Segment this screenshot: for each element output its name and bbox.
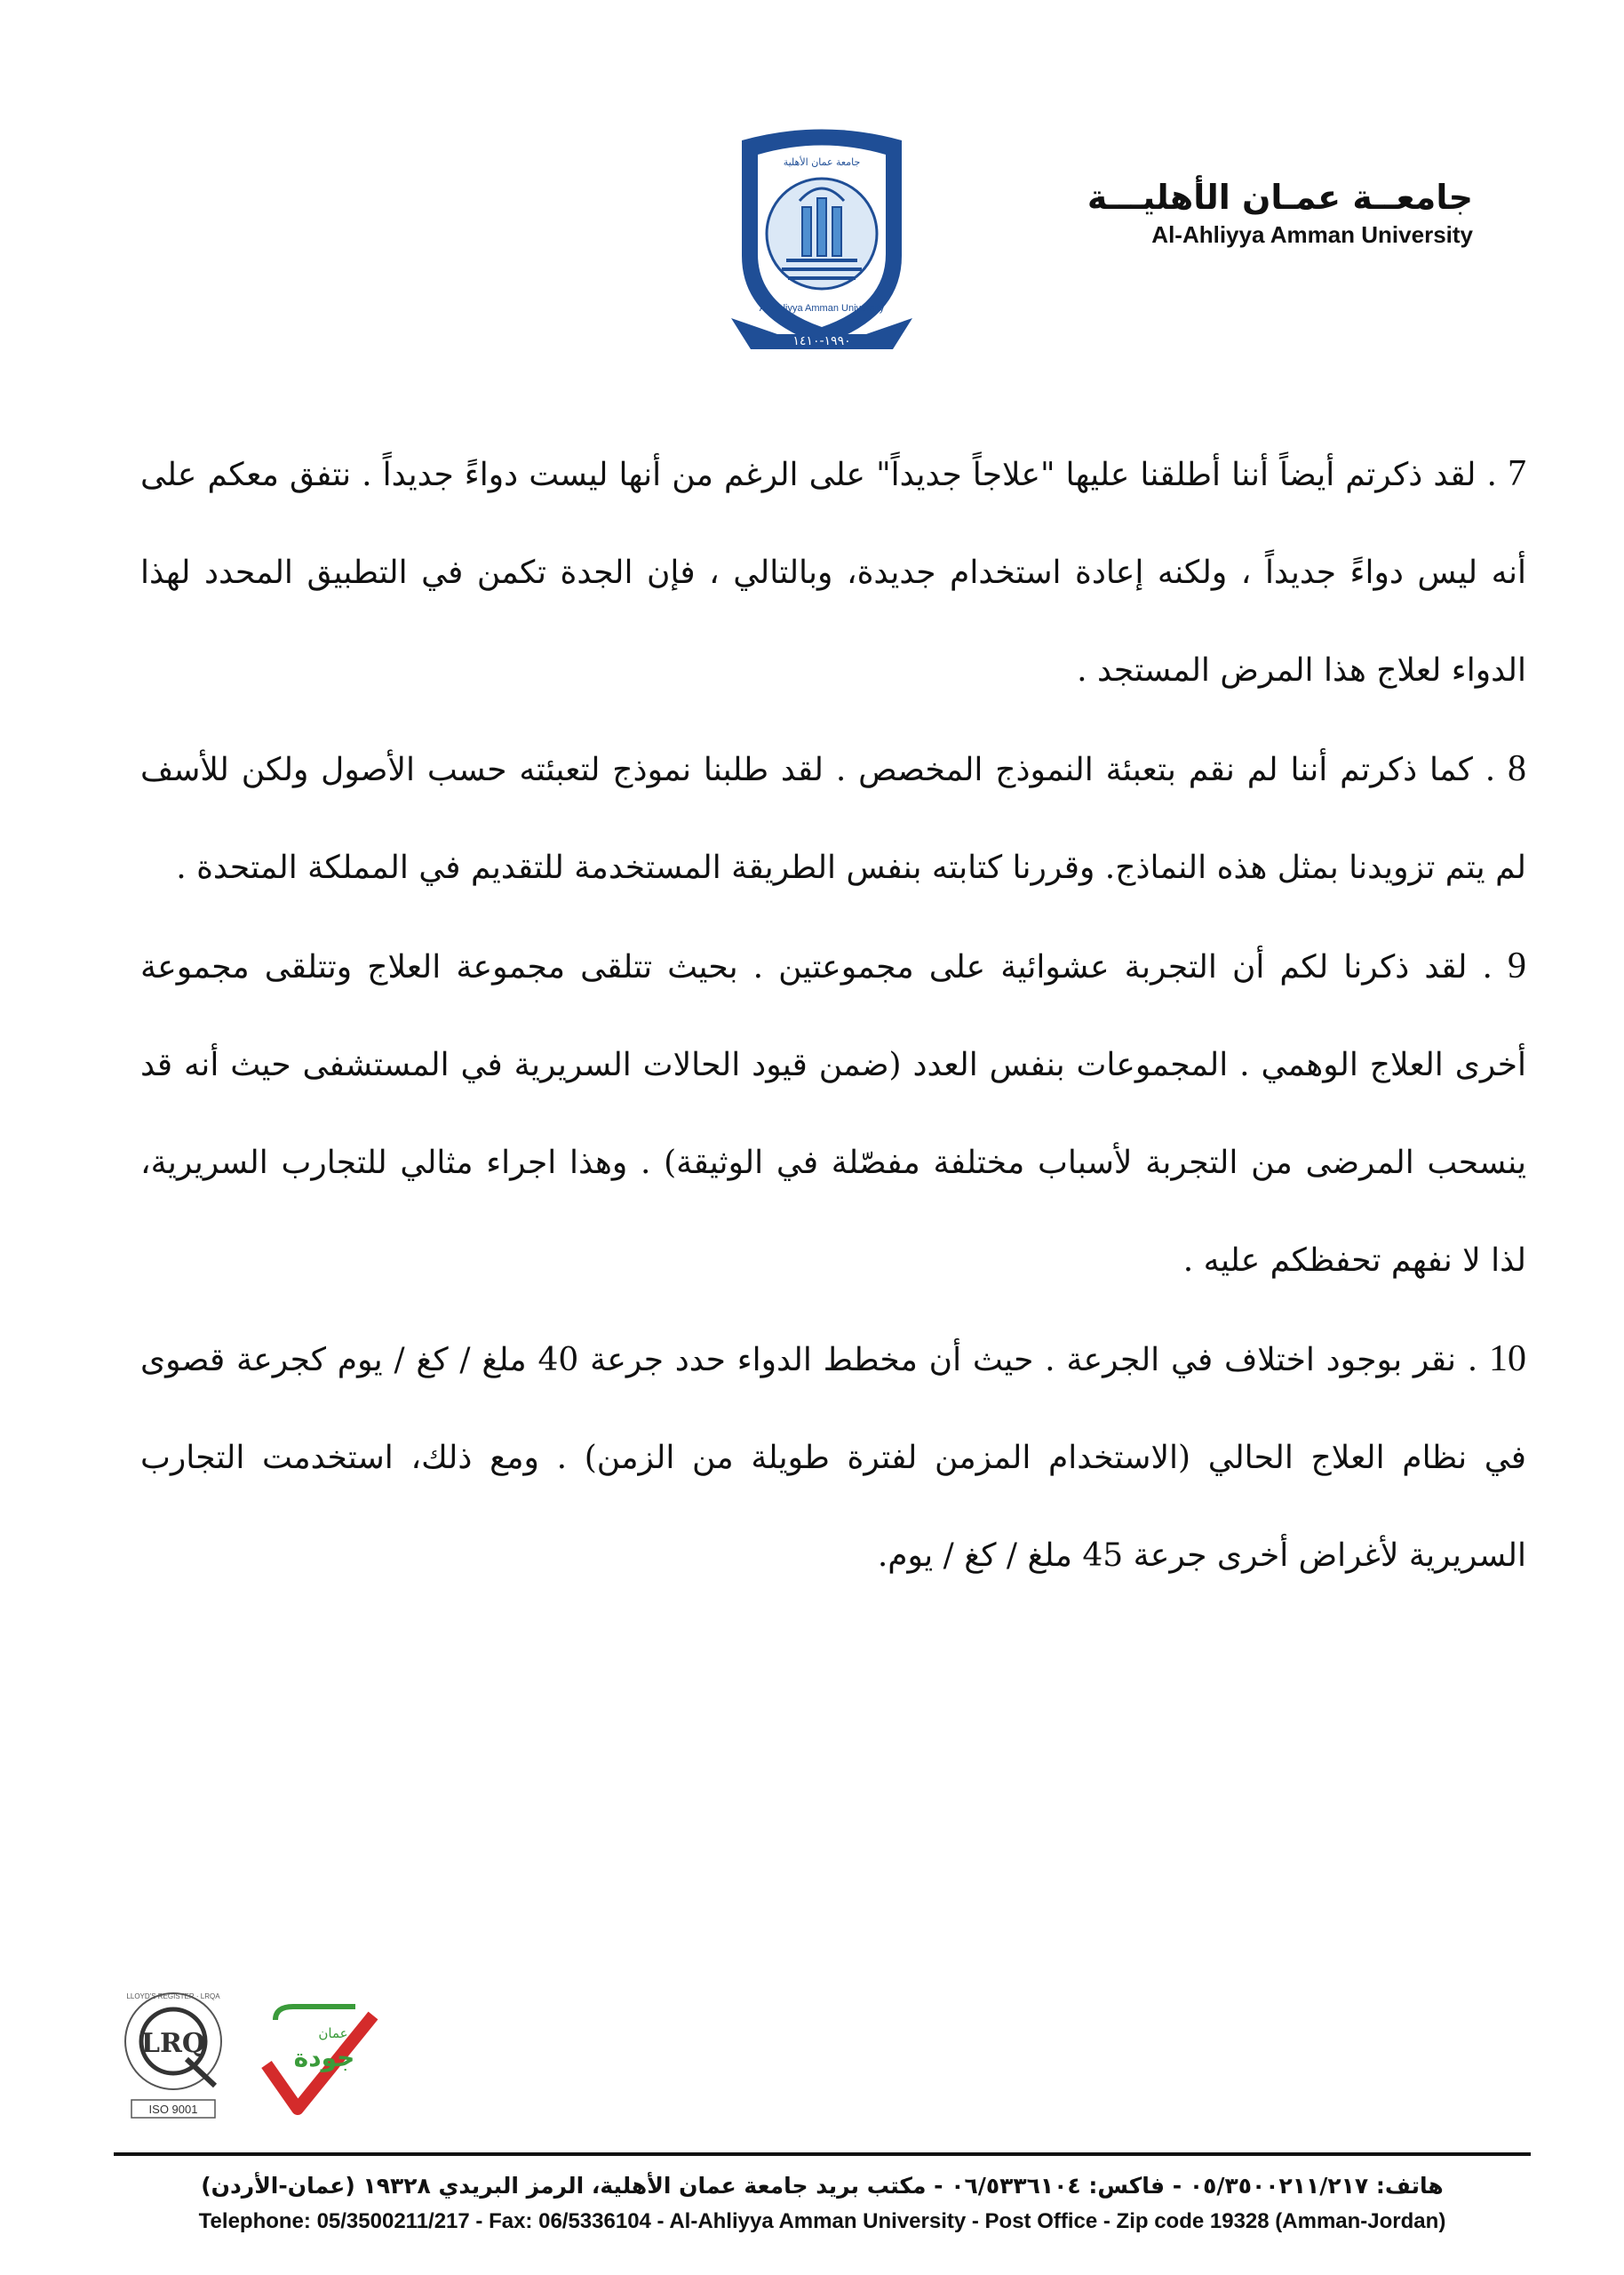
crest-english-ring: Al-Ahliyya Amman University [759,303,885,314]
iso-letters: LRQ [140,2028,206,2059]
paragraph-number: 8 [1508,748,1526,789]
jawda-main-text: جودة [293,2043,355,2072]
letter-body [140,425,1526,1605]
iso-9001-badge-icon [115,1986,231,2119]
footer-divider [114,2152,1531,2156]
footer-contact-arabic: هاتف: ٠٥/٣٥٠٠٢١١/٢١٧ - فاكس: ٠٦/٥٣٣٦١٠٤ - مكتب بريد جامعة عمان الأهلية، الرمز البريدي ١٩٣٢٨ (عمان-الأردن) [201,2173,1444,2199]
university-crest-logo [724,123,919,363]
certification-badges [115,1986,400,2128]
paragraph-text: . لقد ذكرتم أيضاً أننا أطلقنا عليها "علاجاً جديداً" على الرغم من أنها ليست دواءً جديداً . نتفق معكم على أنه ليس دواءً جديداً ، ولكنه إعادة استخدام جديدة، وبالتالي ، فإن الجدة تكمن في التطبيق المحدد لهذا الدواء لعلاج هذا المرض المستجد . [140,457,1526,689]
crest-year: ١٩٩٠-١٤١٠ [792,334,851,348]
paragraph-number: 9 [1508,946,1526,986]
paragraph-10 [140,1310,1526,1605]
paragraph-9 [140,917,1526,1310]
paragraph-text: . لقد ذكرنا لكم أن التجربة عشوائية على مجموعتين . بحيث تتلقى مجموعة العلاج وتتلقى مجموعة أخرى العلاج الوهمي . المجموعات بنفس العدد (ضمن قيود الحالات السريرية في المستشفى حيث أنه قد ينسحب المرضى من التجربة لأسباب مختلفة مفصّلة في الوثيقة) . وهذا اجراء مثالي للتجارب السريرية، لذا لا نفهم تحفظكم عليه . [140,949,1526,1279]
jawda-quality-badge-icon [258,2002,382,2122]
jawda-top-text: عمان [318,2025,348,2041]
crest-arabic-ring: جامعة عمان الأهلية [783,156,861,168]
iso-ring-text: LLOYD'S REGISTER · LRQA [126,1992,220,2000]
footer-contact-english: Telephone: 05/3500211/217 - Fax: 06/5336104 - Al-Ahliyya Amman University - Post Office - Zip code 19328 (Amman-Jordan) [198,2209,1446,2233]
letterhead [0,0,1624,373]
paragraph-8 [140,720,1526,917]
paragraph-text: . كما ذكرتم أننا لم نقم بتعبئة النموذج المخصص . لقد طلبنا نموذج لتعبئته حسب الأصول ولكن للأسف لم يتم تزويدنا بمثل هذه النماذج. وقررنا كتابته بنفس الطريقة المستخدمة للتقديم في المملكة المتحدة . [140,752,1526,886]
paragraph-text: . نقر بوجود اختلاف في الجرعة . حيث أن مخطط الدواء حدد جرعة 40 ملغ / كغ / يوم كجرعة قصوى في نظام العلاج الحالي (الاستخدام المزمن لفترة طويلة من الزمن) . ومع ذلك، استخدمت التجارب السريرية لأغراض أخرى جرعة 45 ملغ / كغ / يوم. [140,1342,1526,1574]
university-name-arabic: جامعــة عمـان الأهليـــة [1087,178,1473,217]
university-name [1087,178,1473,249]
paragraph-7 [140,425,1526,720]
iso-label: ISO 9001 [148,2103,198,2116]
paragraph-number: 10 [1489,1338,1527,1379]
university-name-english: Al-Ahliyya Amman University [1151,221,1473,248]
paragraph-number: 7 [1508,453,1526,494]
